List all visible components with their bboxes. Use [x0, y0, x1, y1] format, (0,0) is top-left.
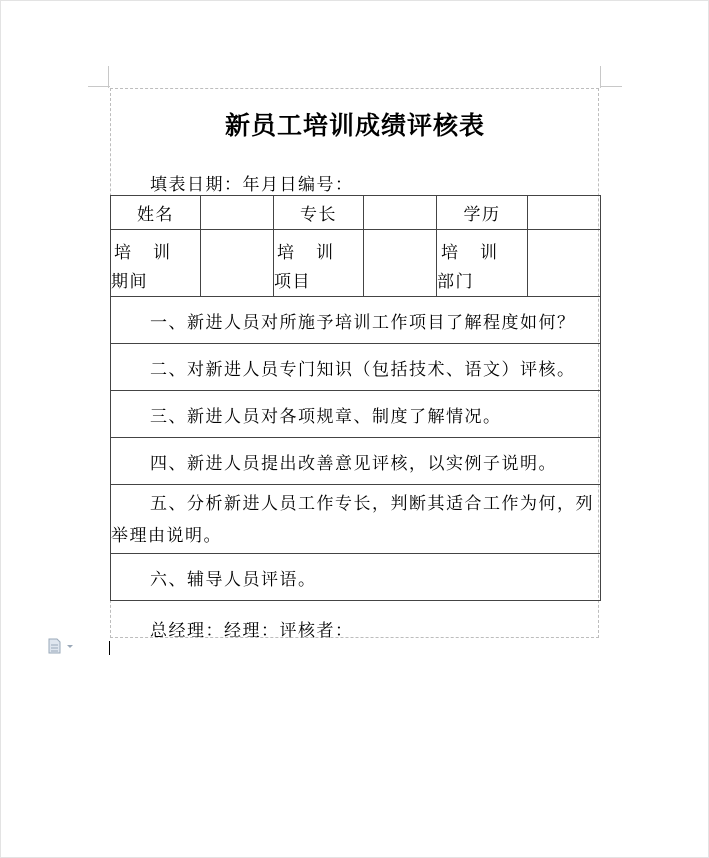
fill-date-line: 填表日期：年月日编号：	[150, 175, 354, 195]
label-top: 培训	[441, 243, 519, 263]
table-row	[111, 485, 601, 554]
question-text: 二、对新进人员专门知识（包括技术、语文）评核。	[150, 359, 576, 380]
question-text: 六、辅导人员评语。	[150, 569, 317, 590]
question-text: 五、分析新进人员工作专长，判断其适合工作为何，列	[150, 494, 594, 514]
question-2[interactable]	[111, 344, 601, 391]
document-menu-icon[interactable]	[48, 638, 76, 654]
text-cursor	[109, 641, 110, 655]
signature-line: 总经理：经理：评核者：	[150, 621, 354, 641]
corner-mark	[600, 66, 601, 88]
question-5[interactable]	[111, 485, 601, 554]
table-row	[111, 438, 601, 485]
table-row	[111, 297, 601, 344]
training-project-label	[274, 230, 364, 297]
label-top: 培训	[277, 243, 355, 263]
question-1[interactable]	[111, 297, 601, 344]
question-text: 四、新进人员提出改善意见评核，以实例子说明。	[150, 453, 557, 474]
label-bottom: 期间	[111, 272, 148, 292]
corner-mark	[600, 86, 622, 87]
education-field[interactable]	[528, 196, 601, 230]
name-field[interactable]	[201, 196, 274, 230]
label-top: 培训	[114, 243, 192, 263]
table-row	[111, 196, 601, 230]
table-row	[111, 344, 601, 391]
table-row	[111, 391, 601, 438]
training-period-label	[111, 230, 201, 297]
training-department-field[interactable]	[528, 230, 601, 297]
table-row	[111, 230, 601, 297]
name-label: 姓名	[111, 196, 201, 230]
label-bottom: 部门	[437, 272, 474, 292]
table-row	[111, 554, 601, 601]
training-period-field[interactable]	[201, 230, 274, 297]
question-6[interactable]	[111, 554, 601, 601]
question-3[interactable]	[111, 391, 601, 438]
training-department-label	[437, 230, 528, 297]
question-text-continued: 举理由说明。	[111, 526, 222, 546]
training-project-field[interactable]	[364, 230, 437, 297]
label-bottom: 项目	[274, 272, 311, 292]
question-text: 三、新进人员对各项规章、制度了解情况。	[150, 406, 502, 427]
question-text: 一、新进人员对所施予培训工作项目了解程度如何？	[150, 312, 576, 333]
corner-mark	[108, 66, 109, 88]
corner-mark	[88, 86, 110, 87]
evaluation-table	[110, 195, 601, 601]
specialty-label: 专长	[274, 196, 364, 230]
document-title: 新员工培训成绩评核表	[224, 111, 485, 140]
education-label: 学历	[437, 196, 528, 230]
question-4[interactable]	[111, 438, 601, 485]
specialty-field[interactable]	[364, 196, 437, 230]
